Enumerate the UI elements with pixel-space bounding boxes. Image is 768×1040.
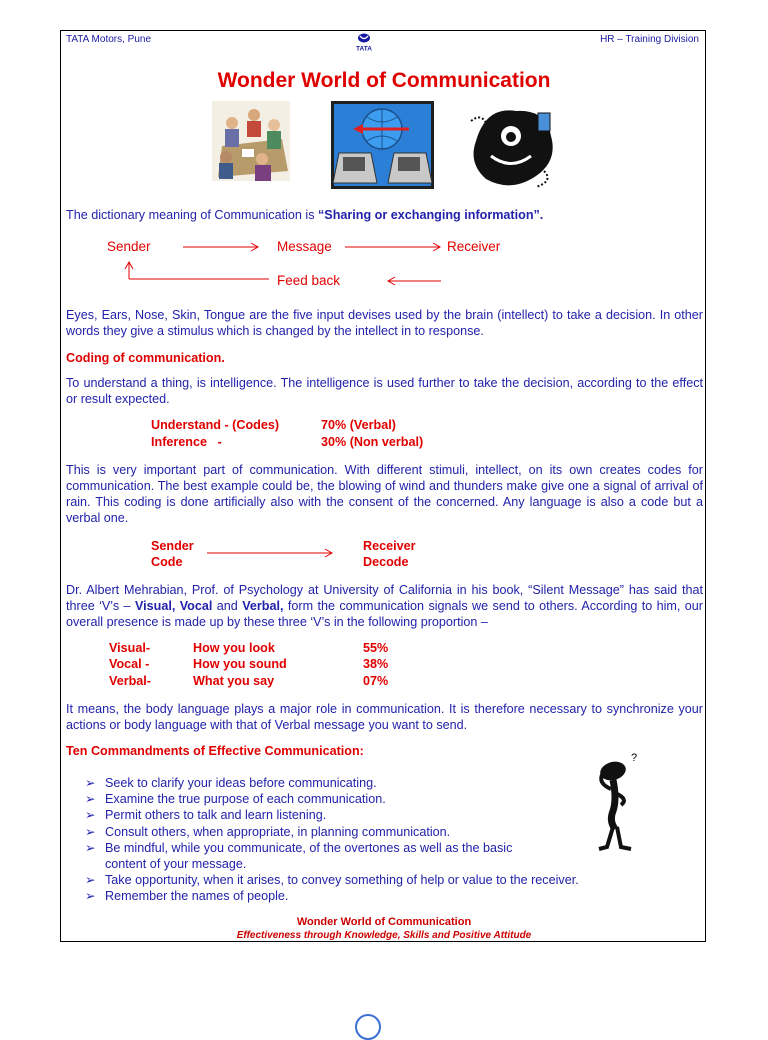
bullet-arrow-icon: ➢: [85, 792, 96, 807]
flow-arrows: [61, 231, 707, 291]
paragraph-senses: Eyes, Ears, Nose, Skin, Tongue are the five input devises used by the brain (intellect) to take a decision. In other words they give a stimulus which is changed by the intellect in to response.: [66, 308, 703, 338]
mehrabian-a: Dr. Albert Mehrabian, Prof. of Psychology at University of California in his book, “Silent Message” has said that three ‘V’s –: [66, 583, 703, 613]
header-right: HR – Training Division: [600, 34, 699, 45]
page-indicator-icon[interactable]: [355, 1014, 381, 1040]
mehrabian-c: and: [212, 599, 243, 613]
list-item: [83, 872, 643, 888]
code-receiver: Receiver: [363, 539, 416, 553]
list-item-text: Permit others to talk and learn listening.: [105, 808, 327, 823]
coding-heading: Coding of communication.: [66, 351, 225, 365]
commandments-list: [83, 775, 643, 905]
list-item: [83, 807, 643, 823]
list-item-text: Remember the names of people.: [105, 889, 289, 904]
list-item: [83, 791, 643, 807]
code-code: Code: [151, 555, 183, 569]
flow-message: Message: [277, 239, 332, 254]
paragraph-intelligence: To understand a thing, is intelligence. The intelligence is used further to take the decision, according to the effect or result expected.: [66, 376, 703, 406]
v-pct: 55%: [363, 641, 389, 655]
paragraph-mehrabian: [66, 582, 703, 630]
paragraph-coding: This is very important part of communication. With different stimuli, intellect, on its own creates codes for communication. The best example could be, the blowing of wind and thunders make give one a signal of arrival of rain. This coding is done artificially also with the consent of the concerned. Any language is also a code but a verbal one.: [66, 463, 703, 525]
bullet-arrow-icon: ➢: [85, 776, 96, 790]
list-item-text: Take opportunity, when it arises, to convey something of help or value to the receiver.: [105, 873, 579, 888]
computers-exchange-illustration: [331, 101, 434, 189]
flow-feedback: Feed back: [277, 273, 341, 288]
understand-value: 70% (Verbal): [321, 418, 396, 432]
logo-text: TATA: [356, 45, 372, 52]
bullet-arrow-icon: ➢: [85, 824, 96, 839]
bullet-arrow-icon: ➢: [85, 840, 96, 855]
intro-paragraph: [66, 207, 703, 223]
code-arrow: [201, 546, 341, 560]
talking-figure-illustration: [466, 101, 561, 189]
mehrabian-e: form the communication signals we send to others. According to him, our overall presence is made up by these three ‘V’s in the following proportion –: [66, 599, 703, 629]
footer-tagline: Effectiveness through Knowledge, Skills and Positive Attitude: [236, 930, 532, 941]
intro-definition: “Sharing or exchanging information”.: [318, 208, 544, 222]
page-title: Wonder World of Communication: [217, 69, 551, 92]
v-name: Vocal -: [109, 657, 150, 671]
mehrabian-b: Visual, Vocal: [134, 599, 213, 613]
v-pct: 07%: [363, 674, 389, 688]
v-desc: How you sound: [193, 657, 287, 671]
svg-text:?: ?: [631, 752, 638, 764]
mehrabian-d: Verbal,: [242, 599, 284, 613]
list-item-text: Examine the true purpose of each communication.: [105, 792, 386, 807]
flow-receiver: Receiver: [447, 239, 501, 254]
list-item-text: Seek to clarify your ideas before communicating.: [105, 776, 377, 790]
list-item-text: Consult others, when appropriate, in planning communication.: [105, 824, 451, 839]
list-item-text: Be mindful, while you communicate, of the overtones as well as the basic content of your message.: [105, 840, 513, 872]
understand-label: Understand - (Codes): [151, 418, 280, 432]
commandments-heading: Ten Commandments of Effective Communication:: [66, 744, 364, 758]
bullet-arrow-icon: ➢: [85, 808, 96, 823]
tata-logo: [349, 32, 379, 52]
code-sender: Sender: [151, 539, 194, 553]
bullet-arrow-icon: ➢: [85, 889, 96, 904]
header-left: TATA Motors, Pune: [66, 34, 152, 45]
paragraph-body-language: It means, the body language plays a major role in communication. It is therefore necessary to synchronize your actions or body language with that of Verbal message you want to send.: [66, 702, 703, 732]
v-pct: 38%: [363, 657, 389, 671]
v-desc: How you look: [193, 641, 275, 655]
code-decode: Decode: [363, 555, 409, 569]
list-item: [83, 840, 535, 872]
v-desc: What you say: [193, 674, 275, 688]
inference-value: 30% (Non verbal): [321, 435, 424, 449]
list-item: [83, 775, 643, 791]
document-page: [60, 30, 706, 942]
intro-prefix: The dictionary meaning of Communication is: [66, 208, 318, 222]
flow-sender: Sender: [107, 239, 151, 254]
v-name: Visual-: [109, 641, 151, 655]
thinking-figure-illustration: [591, 749, 647, 855]
list-item: [83, 888, 643, 904]
footer-title: Wonder World of Communication: [296, 916, 472, 928]
v-name: Verbal-: [109, 674, 151, 688]
bullet-arrow-icon: ➢: [85, 873, 96, 888]
inference-label: Inference -: [151, 435, 222, 449]
meeting-people-illustration: [212, 101, 290, 181]
list-item: [83, 824, 643, 840]
